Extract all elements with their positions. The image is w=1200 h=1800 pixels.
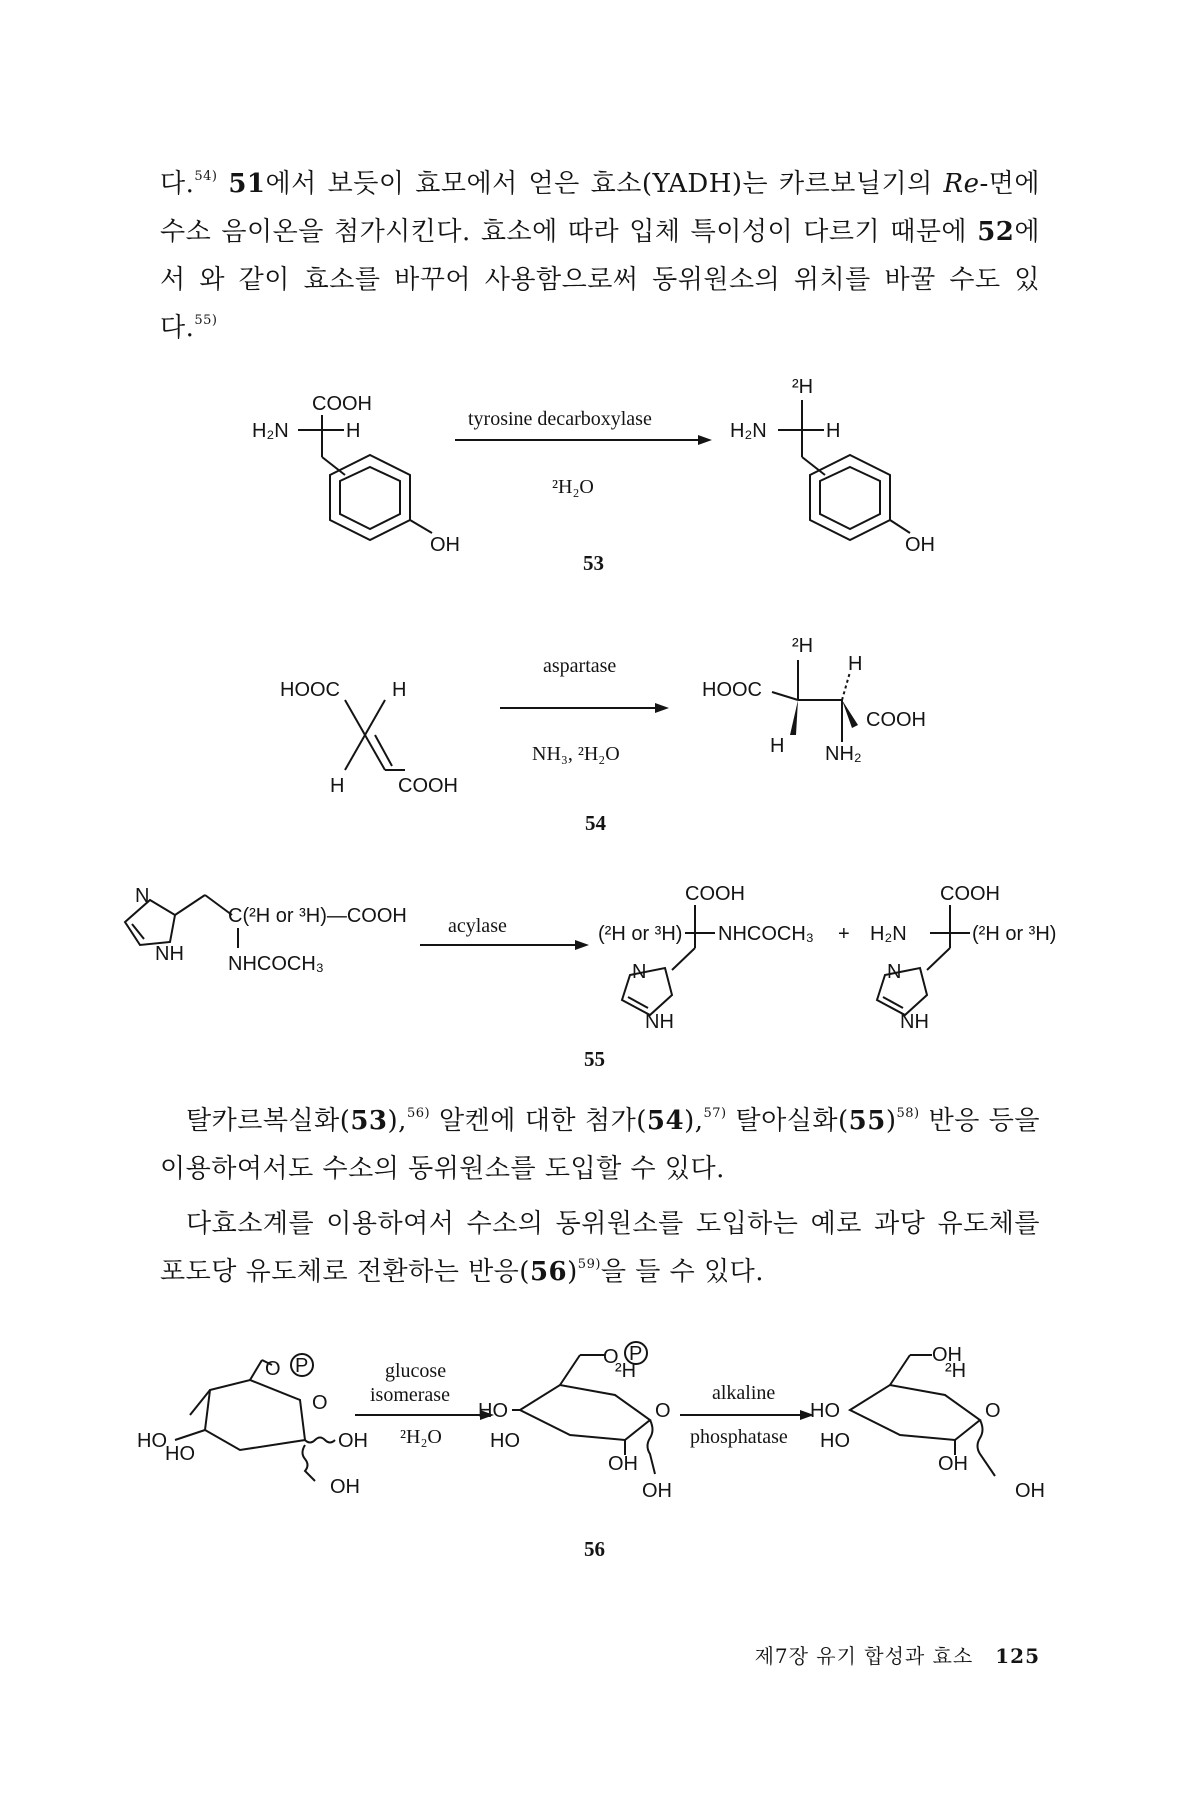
r-nh: NH bbox=[155, 943, 184, 965]
p2-n: N bbox=[887, 961, 902, 983]
enzyme1-line2: isomerase bbox=[370, 1384, 450, 1406]
p1-nhcoch3: NHCOCH₃ bbox=[718, 923, 814, 945]
s1-p: P bbox=[295, 1355, 309, 1377]
p-h-top: H bbox=[848, 653, 863, 675]
scheme-55 bbox=[0, 870, 1200, 1070]
s1-o-link: O bbox=[265, 1358, 281, 1380]
s1-oh2: OH bbox=[330, 1476, 360, 1498]
ref-58: 58) bbox=[896, 1106, 920, 1121]
p-hooc: HOOC bbox=[702, 679, 762, 701]
p-cooh: COOH bbox=[866, 709, 926, 731]
p1-cooh: COOH bbox=[685, 883, 745, 905]
p-h: H bbox=[826, 420, 841, 442]
r-h: H bbox=[346, 420, 361, 442]
ref-57: 57) bbox=[703, 1106, 727, 1121]
chapter-title: 제7장 유기 합성과 효소 bbox=[754, 1644, 974, 1668]
r-nhcoch3: NHCOCH₃ bbox=[228, 953, 324, 975]
s2-ring-o: O bbox=[655, 1400, 671, 1422]
enzyme-53: tyrosine decarboxylase bbox=[468, 408, 652, 430]
compound-number-54: 54 bbox=[585, 811, 606, 835]
compound-number-53: 53 bbox=[583, 551, 604, 575]
s2-ho1: HO bbox=[478, 1400, 508, 1422]
p-h2n: H₂N bbox=[730, 420, 767, 442]
page-footer bbox=[755, 1640, 1040, 1669]
p2-cooh: COOH bbox=[940, 883, 1000, 905]
p1-nh: NH bbox=[645, 1011, 674, 1033]
s2-p: P bbox=[629, 1343, 643, 1365]
s3-ho1: HO bbox=[810, 1400, 840, 1422]
compound-number-56: 56 bbox=[584, 1537, 605, 1561]
r-cooh: COOH bbox=[398, 775, 458, 797]
p-nh2: NH₂ bbox=[825, 743, 862, 765]
reagent-56: ²H₂O bbox=[400, 1426, 442, 1448]
enzyme1-line1: glucose bbox=[385, 1360, 447, 1382]
plus-sign: + bbox=[838, 923, 850, 945]
s2-ho2: HO bbox=[490, 1430, 520, 1452]
s1-oh1: OH bbox=[338, 1430, 368, 1452]
enzyme-55: acylase bbox=[448, 915, 507, 937]
enzyme2-line2: phosphatase bbox=[690, 1426, 788, 1448]
s3-oh1: OH bbox=[938, 1453, 968, 1475]
s2-o-link: O bbox=[603, 1346, 619, 1368]
s1-ring-o: O bbox=[312, 1392, 328, 1414]
paragraph-1: 다.$^{54)}$ 51에서 보듯이 효모에서 얻은 효소(YADH)는 카르보닐기의 Re-면에 수소 음이온을 첨가시킨다. 효소에 따라 입체 특이성이 다르기 때문에 52에서 와 같이 효소를 바꾸어 사용함으로써 동위원소의 위치를 바꿀 수도 있다.$^{55)}$ bbox=[160, 169, 1041, 343]
scheme-56 bbox=[0, 1335, 1200, 1565]
scheme-53 bbox=[0, 375, 1200, 615]
p1-iso: (²H or ³H) bbox=[598, 923, 683, 945]
s3-ring-o: O bbox=[985, 1400, 1001, 1422]
p-2h: ²H bbox=[792, 635, 814, 657]
enzyme-54: aspartase bbox=[543, 655, 617, 677]
compound-number-55: 55 bbox=[584, 1047, 605, 1071]
enzyme2-line1: alkaline bbox=[712, 1382, 776, 1404]
p2-h2n: H₂N bbox=[870, 923, 907, 945]
r-h2n: H₂N bbox=[252, 420, 289, 442]
p-oh: OH bbox=[905, 534, 935, 556]
p2-nh: NH bbox=[900, 1011, 929, 1033]
ref-55: 55) bbox=[194, 313, 218, 328]
reagent-54: NH₃, ²H₂O bbox=[532, 743, 620, 765]
r-hooc: HOOC bbox=[280, 679, 340, 701]
s3-ho2: HO bbox=[820, 1430, 850, 1452]
p-2h: ²H bbox=[792, 376, 814, 398]
paragraph-2: 탈카르복실화(53),$^{56)}$ 알켄에 대한 첨가(54),$^{57)}$ 탈아실화$(55)^{58)}$ 반응 등을 이용하여서도 수소의 동위원소를 도입할 수 있다. bbox=[160, 1106, 1040, 1184]
s1-ho2: HO bbox=[165, 1443, 195, 1465]
r-n: N bbox=[135, 885, 150, 907]
r-chain: C(²H or ³H)—COOH bbox=[228, 905, 407, 927]
p2-iso: (²H or ³H) bbox=[972, 923, 1057, 945]
p1-n: N bbox=[632, 961, 647, 983]
s3-oh-top: OH bbox=[932, 1344, 962, 1366]
r-cooh: COOH bbox=[312, 393, 372, 415]
page-number: 125 bbox=[995, 1644, 1040, 1668]
s1-ho1: HO bbox=[137, 1430, 167, 1452]
ref-56: 56) bbox=[406, 1106, 431, 1121]
s2-oh1: OH bbox=[608, 1453, 638, 1475]
r-h-bot: H bbox=[330, 775, 345, 797]
s2-2h: ²H bbox=[615, 1360, 637, 1382]
s3-oh2: OH bbox=[1015, 1480, 1045, 1502]
s3-2h: ²H bbox=[945, 1360, 967, 1382]
scheme-54 bbox=[0, 630, 1200, 835]
paragraph-3: 다효소계를 이용하여서 수소의 동위원소를 도입하는 예로 과당 유도체를 포도당 유도체로 전환하는 반응$(56)^{59)}$을 들 수 있다. bbox=[160, 1209, 1040, 1287]
r-oh: OH bbox=[430, 534, 460, 556]
p-h-bot: H bbox=[770, 735, 785, 757]
ref-54: 54) bbox=[194, 169, 218, 184]
s2-oh2: OH bbox=[642, 1480, 672, 1502]
r-h-top: H bbox=[392, 679, 407, 701]
ref-59: 59) bbox=[577, 1257, 601, 1272]
reagent-53: ²H₂O bbox=[552, 476, 594, 498]
